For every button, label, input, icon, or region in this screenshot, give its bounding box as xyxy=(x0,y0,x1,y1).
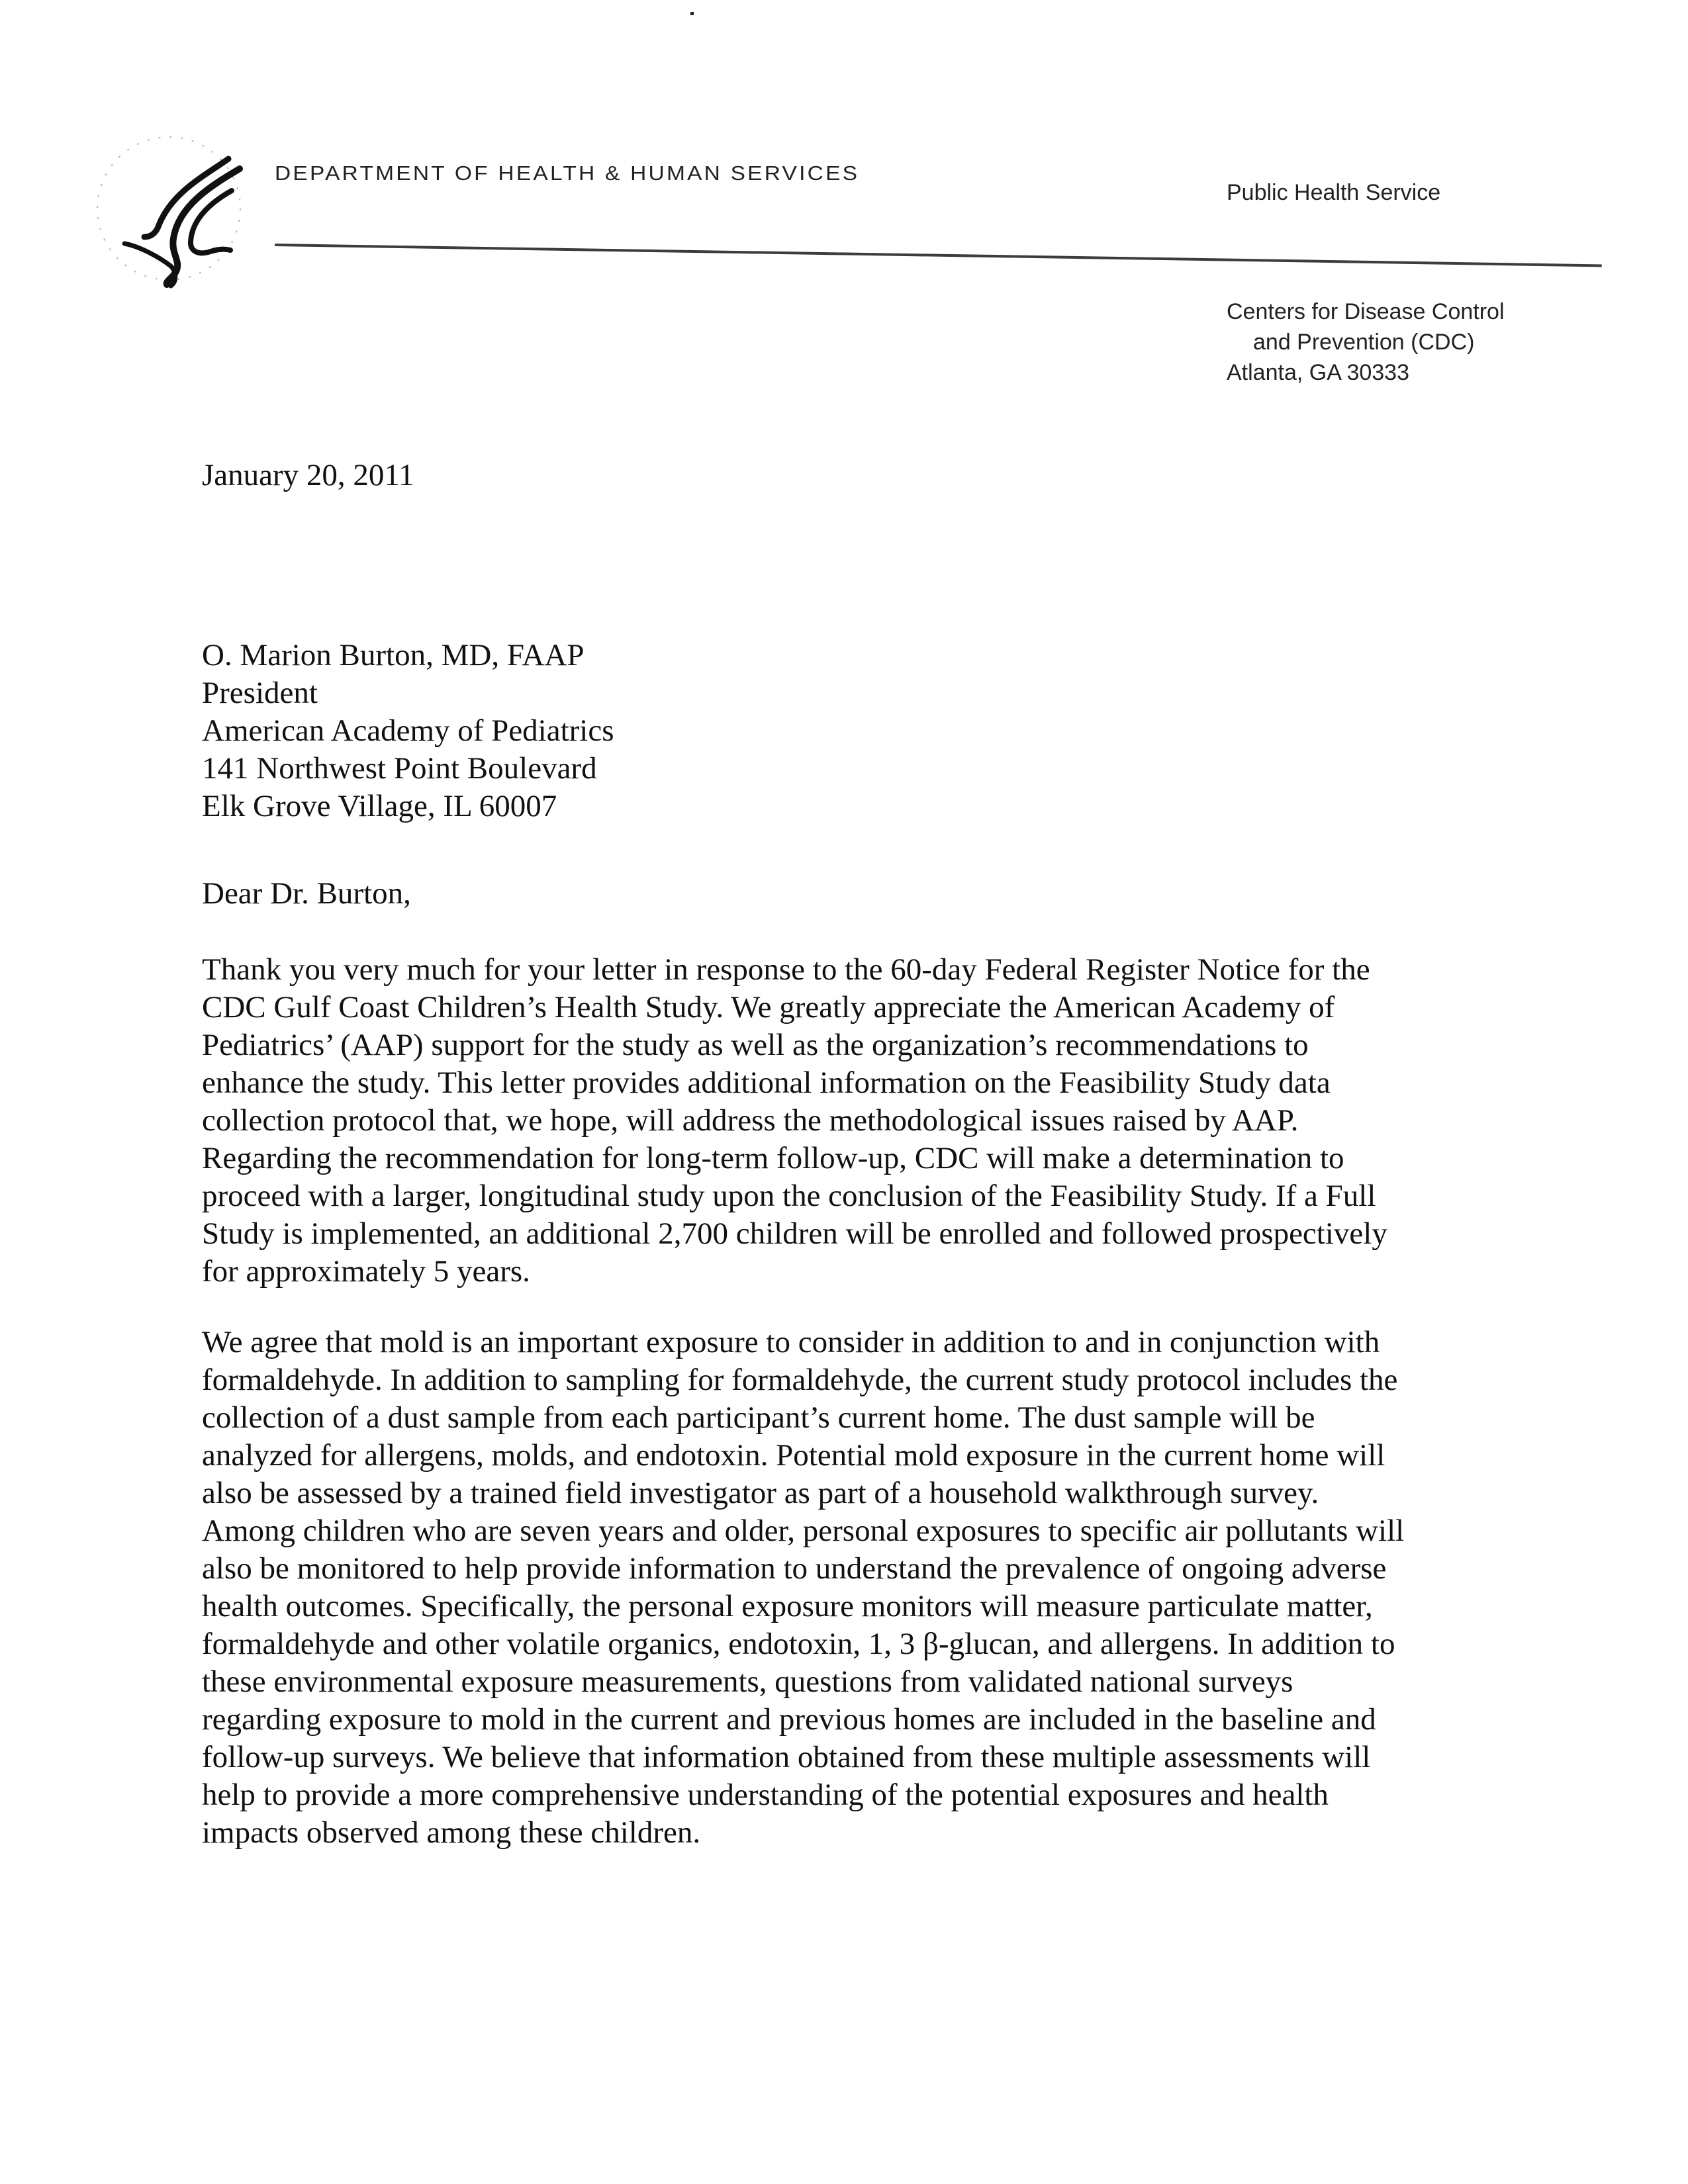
paragraph-line: help to provide a more comprehensive understanding of the potential exposures and health xyxy=(202,1778,1329,1812)
paragraph-line: collection of a dust sample from each participant’s current home. The dust sample will be xyxy=(202,1400,1315,1435)
paragraph-line: for approximately 5 years. xyxy=(202,1254,530,1289)
paragraph-line: follow-up surveys. We believe that information obtained from these multiple assessments will xyxy=(202,1740,1371,1774)
recipient-name: O. Marion Burton, MD, FAAP xyxy=(202,638,585,672)
paragraph-line: also be monitored to help provide information to understand the prevalence of ongoing adverse xyxy=(202,1551,1387,1586)
paragraph-line: Among children who are seven years and older, personal exposures to specific air pollutants will xyxy=(202,1514,1405,1548)
letterhead-rule xyxy=(275,244,1602,267)
paragraph-line: Study is implemented, an additional 2,700 children will be enrolled and followed prospectively xyxy=(202,1216,1387,1251)
paragraph-line: enhance the study. This letter provides additional information on the Feasibility Study data xyxy=(202,1066,1331,1100)
paragraph-line: Pediatrics’ (AAP) support for the study as well as the organization’s recommendations to xyxy=(202,1028,1309,1062)
department-name: DEPARTMENT OF HEALTH & HUMAN SERVICES xyxy=(275,161,860,185)
agency-address xyxy=(1227,296,1505,388)
paragraph-line: impacts observed among these children. xyxy=(202,1815,701,1850)
body-paragraph-2 xyxy=(202,1324,1404,1852)
paragraph-line: these environmental exposure measurements, questions from validated national surveys xyxy=(202,1664,1293,1699)
recipient-street: 141 Northwest Point Boulevard xyxy=(202,751,597,786)
paragraph-line: Regarding the recommendation for long-term follow-up, CDC will make a determination to xyxy=(202,1141,1344,1175)
recipient-organization: American Academy of Pediatrics xyxy=(202,713,614,748)
agency-line: and Prevention (CDC) xyxy=(1253,330,1475,355)
scan-speck xyxy=(690,12,694,15)
salutation: Dear Dr. Burton, xyxy=(202,876,411,911)
recipient-city: Elk Grove Village, IL 60007 xyxy=(202,789,557,823)
paragraph-line: formaldehyde. In addition to sampling for formaldehyde, the current study protocol includes the xyxy=(202,1363,1398,1397)
paragraph-line: formaldehyde and other volatile organics, endotoxin, 1, 3 β-glucan, and allergens. In addition to xyxy=(202,1627,1395,1661)
agency-line: Centers for Disease Control xyxy=(1227,299,1505,324)
paragraph-line: CDC Gulf Coast Children’s Health Study. We greatly appreciate the American Academy of xyxy=(202,990,1335,1024)
paragraph-line: analyzed for allergens, molds, and endotoxin. Potential mold exposure in the current home will xyxy=(202,1438,1385,1473)
paragraph-line: health outcomes. Specifically, the personal exposure monitors will measure particulate matter, xyxy=(202,1589,1373,1623)
paragraph-line: We agree that mold is an important exposure to consider in addition to and in conjunction with xyxy=(202,1325,1380,1359)
body-paragraph-1 xyxy=(202,951,1387,1291)
paragraph-line: Thank you very much for your letter in response to the 60-day Federal Register Notice for the xyxy=(202,952,1370,987)
paragraph-line: proceed with a larger, longitudinal study upon the conclusion of the Feasibility Study. If a Full xyxy=(202,1179,1376,1213)
agency-line: Atlanta, GA 30333 xyxy=(1227,360,1409,385)
letter-date: January 20, 2011 xyxy=(202,458,414,492)
recipient-address xyxy=(202,637,614,825)
public-health-service-label: Public Health Service xyxy=(1227,180,1441,205)
recipient-title: President xyxy=(202,676,318,710)
paragraph-line: also be assessed by a trained field investigator as part of a household walkthrough survey. xyxy=(202,1476,1319,1510)
hhs-eagle-logo-icon xyxy=(93,126,252,291)
paragraph-line: collection protocol that, we hope, will address the methodological issues raised by AAP. xyxy=(202,1103,1299,1138)
paragraph-line: regarding exposure to mold in the current and previous homes are included in the baseline and xyxy=(202,1702,1376,1737)
